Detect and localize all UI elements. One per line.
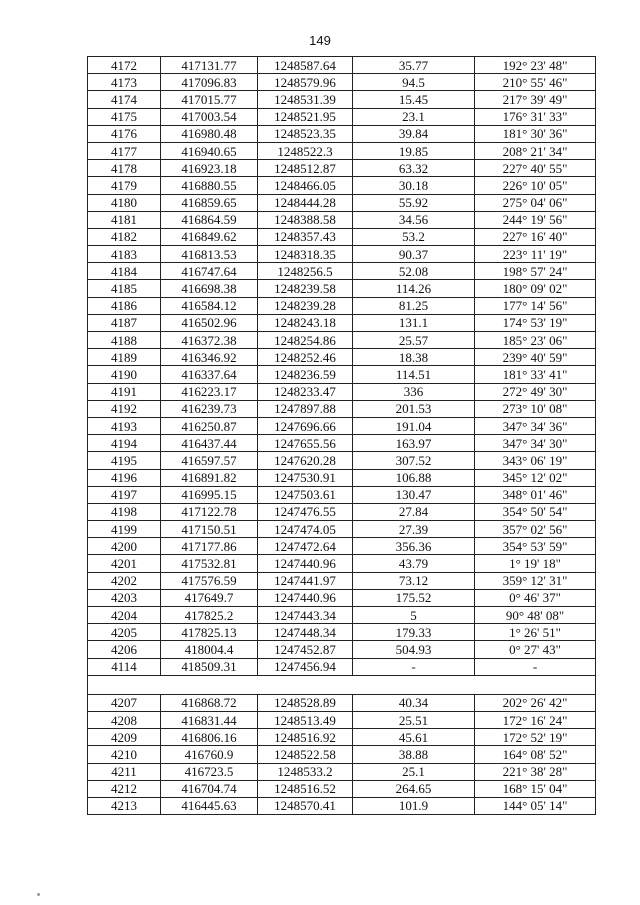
bearing-cell: 343° 06' 19" <box>475 452 596 469</box>
y-coordinate-cell: 1248233.47 <box>258 383 353 400</box>
y-coordinate-cell: 1248512.87 <box>258 160 353 177</box>
x-coordinate-cell: 416250.87 <box>161 417 258 434</box>
bearing-cell: 354° 50' 54" <box>475 503 596 520</box>
bearing-cell: 0° 27' 43" <box>475 641 596 658</box>
point-id-cell: 4185 <box>88 280 161 297</box>
bearing-cell: 164° 08' 52" <box>475 746 596 763</box>
table-row <box>88 74 596 91</box>
y-coordinate-cell: 1248516.52 <box>258 780 353 797</box>
x-coordinate-cell: 417825.2 <box>161 607 258 624</box>
bearing-cell: 210° 55' 46" <box>475 74 596 91</box>
bearing-cell: 208° 21' 34" <box>475 142 596 159</box>
point-id-cell: 4174 <box>88 91 161 108</box>
bearing-cell: 176° 31' 33" <box>475 108 596 125</box>
table-row <box>88 228 596 245</box>
bearing-cell: 226° 10' 05" <box>475 177 596 194</box>
bearing-cell: 359° 12' 31" <box>475 572 596 589</box>
bearing-cell: 1° 26' 51" <box>475 624 596 641</box>
table-row <box>88 624 596 641</box>
distance-cell: 356.36 <box>353 538 475 555</box>
y-coordinate-cell: 1247530.91 <box>258 469 353 486</box>
x-coordinate-cell: 417122.78 <box>161 503 258 520</box>
x-coordinate-cell: 417096.83 <box>161 74 258 91</box>
table-row <box>88 263 596 280</box>
point-id-cell: 4176 <box>88 125 161 142</box>
y-coordinate-cell: 1247441.97 <box>258 572 353 589</box>
point-id-cell: 4199 <box>88 521 161 538</box>
table-row <box>88 589 596 606</box>
distance-cell: 35.77 <box>353 57 475 74</box>
bearing-cell: 345° 12' 02" <box>475 469 596 486</box>
table-row <box>88 780 596 797</box>
y-coordinate-cell: 1248466.05 <box>258 177 353 194</box>
table-row <box>88 125 596 142</box>
page-number: 149 <box>309 33 331 48</box>
distance-cell: 336 <box>353 383 475 400</box>
x-coordinate-cell: 417649.7 <box>161 589 258 606</box>
y-coordinate-cell: 1248236.59 <box>258 366 353 383</box>
y-coordinate-cell: 1248516.92 <box>258 729 353 746</box>
y-coordinate-cell: 1248318.35 <box>258 246 353 263</box>
table-row <box>88 91 596 108</box>
y-coordinate-cell: 1248523.35 <box>258 125 353 142</box>
y-coordinate-cell: 1247472.64 <box>258 538 353 555</box>
bearing-cell: 192° 23' 48" <box>475 57 596 74</box>
bearing-cell: 144° 05' 14" <box>475 797 596 814</box>
x-coordinate-cell: 416337.64 <box>161 366 258 383</box>
distance-cell: 201.53 <box>353 400 475 417</box>
bearing-cell: 221° 38' 28" <box>475 763 596 780</box>
table-row <box>88 641 596 658</box>
y-coordinate-cell: 1248528.89 <box>258 694 353 711</box>
distance-cell: 27.39 <box>353 521 475 538</box>
distance-cell: 53.2 <box>353 228 475 245</box>
point-id-cell: 4197 <box>88 486 161 503</box>
y-coordinate-cell: 1248570.41 <box>258 797 353 814</box>
x-coordinate-cell: 416704.74 <box>161 780 258 797</box>
x-coordinate-cell: 416880.55 <box>161 177 258 194</box>
y-coordinate-cell: 1248533.2 <box>258 763 353 780</box>
x-coordinate-cell: 417825.13 <box>161 624 258 641</box>
x-coordinate-cell: 416864.59 <box>161 211 258 228</box>
x-coordinate-cell: 418509.31 <box>161 658 258 675</box>
table-row <box>88 503 596 520</box>
table-row <box>88 280 596 297</box>
point-id-cell: 4201 <box>88 555 161 572</box>
distance-cell: 43.79 <box>353 555 475 572</box>
bearing-cell: 168° 15' 04" <box>475 780 596 797</box>
x-coordinate-cell: 417576.59 <box>161 572 258 589</box>
x-coordinate-cell: 416723.5 <box>161 763 258 780</box>
table-row <box>88 711 596 728</box>
table-row <box>88 177 596 194</box>
distance-cell: 55.92 <box>353 194 475 211</box>
y-coordinate-cell: 1248587.64 <box>258 57 353 74</box>
coordinates-table-body <box>88 57 596 815</box>
point-id-cell: 4183 <box>88 246 161 263</box>
bearing-cell: 172° 52' 19" <box>475 729 596 746</box>
distance-cell: 19.85 <box>353 142 475 159</box>
distance-cell: 131.1 <box>353 314 475 331</box>
table-row <box>88 366 596 383</box>
y-coordinate-cell: 1247456.94 <box>258 658 353 675</box>
distance-cell: 23.1 <box>353 108 475 125</box>
distance-cell: 114.26 <box>353 280 475 297</box>
point-id-cell: 4210 <box>88 746 161 763</box>
bearing-cell: 354° 53' 59" <box>475 538 596 555</box>
table-row <box>88 400 596 417</box>
point-id-cell: 4204 <box>88 607 161 624</box>
bearing-cell: 273° 10' 08" <box>475 400 596 417</box>
point-id-cell: 4114 <box>88 658 161 675</box>
x-coordinate-cell: 416747.64 <box>161 263 258 280</box>
bearing-cell: 227° 16' 40" <box>475 228 596 245</box>
bearing-cell: 185° 23' 06" <box>475 332 596 349</box>
x-coordinate-cell: 417532.81 <box>161 555 258 572</box>
x-coordinate-cell: 416502.96 <box>161 314 258 331</box>
bearing-cell: 181° 30' 36" <box>475 125 596 142</box>
distance-cell: 25.51 <box>353 711 475 728</box>
distance-cell: 40.34 <box>353 694 475 711</box>
distance-cell: 25.57 <box>353 332 475 349</box>
table-row <box>88 417 596 434</box>
point-id-cell: 4213 <box>88 797 161 814</box>
distance-cell: 114.51 <box>353 366 475 383</box>
y-coordinate-cell: 1247655.56 <box>258 435 353 452</box>
x-coordinate-cell: 416223.17 <box>161 383 258 400</box>
distance-cell: 30.18 <box>353 177 475 194</box>
table-row <box>88 538 596 555</box>
point-id-cell: 4196 <box>88 469 161 486</box>
table-row <box>88 297 596 314</box>
point-id-cell: 4177 <box>88 142 161 159</box>
point-id-cell: 4172 <box>88 57 161 74</box>
bearing-cell: 348° 01' 46" <box>475 486 596 503</box>
x-coordinate-cell: 416698.38 <box>161 280 258 297</box>
y-coordinate-cell: 1247503.61 <box>258 486 353 503</box>
point-id-cell: 4178 <box>88 160 161 177</box>
table-row <box>88 108 596 125</box>
distance-cell: 163.97 <box>353 435 475 452</box>
y-coordinate-cell: 1248252.46 <box>258 349 353 366</box>
point-id-cell: 4187 <box>88 314 161 331</box>
table-row <box>88 332 596 349</box>
distance-cell: 130.47 <box>353 486 475 503</box>
y-coordinate-cell: 1248513.49 <box>258 711 353 728</box>
point-id-cell: 4209 <box>88 729 161 746</box>
point-id-cell: 4188 <box>88 332 161 349</box>
bearing-cell: 347° 34' 36" <box>475 417 596 434</box>
x-coordinate-cell: 416760.9 <box>161 746 258 763</box>
x-coordinate-cell: 417015.77 <box>161 91 258 108</box>
bearing-cell: 181° 33' 41" <box>475 366 596 383</box>
bearing-cell: 357° 02' 56" <box>475 521 596 538</box>
distance-cell: 101.9 <box>353 797 475 814</box>
distance-cell: 25.1 <box>353 763 475 780</box>
distance-cell: 94.5 <box>353 74 475 91</box>
table-row <box>88 572 596 589</box>
point-id-cell: 4203 <box>88 589 161 606</box>
distance-cell: 175.52 <box>353 589 475 606</box>
table-row <box>88 211 596 228</box>
point-id-cell: 4193 <box>88 417 161 434</box>
x-coordinate-cell: 416346.92 <box>161 349 258 366</box>
bearing-cell: 223° 11' 19" <box>475 246 596 263</box>
x-coordinate-cell: 416868.72 <box>161 694 258 711</box>
distance-cell: 39.84 <box>353 125 475 142</box>
bearing-cell: 198° 57' 24" <box>475 263 596 280</box>
distance-cell: 106.88 <box>353 469 475 486</box>
distance-cell: 90.37 <box>353 246 475 263</box>
table-row <box>88 383 596 400</box>
x-coordinate-cell: 417177.86 <box>161 538 258 555</box>
distance-cell: 179.33 <box>353 624 475 641</box>
point-id-cell: 4179 <box>88 177 161 194</box>
point-id-cell: 4190 <box>88 366 161 383</box>
bearing-cell: 172° 16' 24" <box>475 711 596 728</box>
x-coordinate-cell: 416831.44 <box>161 711 258 728</box>
table-row <box>88 729 596 746</box>
distance-cell: 264.65 <box>353 780 475 797</box>
y-coordinate-cell: 1247448.34 <box>258 624 353 641</box>
point-id-cell: 4198 <box>88 503 161 520</box>
y-coordinate-cell: 1248521.95 <box>258 108 353 125</box>
distance-cell: 34.56 <box>353 211 475 228</box>
distance-cell: 73.12 <box>353 572 475 589</box>
point-id-cell: 4186 <box>88 297 161 314</box>
y-coordinate-cell: 1248522.58 <box>258 746 353 763</box>
x-coordinate-cell: 416372.38 <box>161 332 258 349</box>
y-coordinate-cell: 1248256.5 <box>258 263 353 280</box>
bearing-cell: 174° 53' 19" <box>475 314 596 331</box>
table-row <box>88 469 596 486</box>
point-id-cell: 4206 <box>88 641 161 658</box>
distance-cell: - <box>353 658 475 675</box>
y-coordinate-cell: 1248444.28 <box>258 194 353 211</box>
x-coordinate-cell: 416597.57 <box>161 452 258 469</box>
y-coordinate-cell: 1248243.18 <box>258 314 353 331</box>
point-id-cell: 4202 <box>88 572 161 589</box>
distance-cell: 307.52 <box>353 452 475 469</box>
table-row <box>88 435 596 452</box>
x-coordinate-cell: 416445.63 <box>161 797 258 814</box>
distance-cell: 45.61 <box>353 729 475 746</box>
distance-cell: 15.45 <box>353 91 475 108</box>
table-row <box>88 658 596 675</box>
x-coordinate-cell: 416940.65 <box>161 142 258 159</box>
table-row <box>88 486 596 503</box>
y-coordinate-cell: 1247440.96 <box>258 589 353 606</box>
y-coordinate-cell: 1247443.34 <box>258 607 353 624</box>
x-coordinate-cell: 416891.82 <box>161 469 258 486</box>
y-coordinate-cell: 1247476.55 <box>258 503 353 520</box>
y-coordinate-cell: 1248239.28 <box>258 297 353 314</box>
bearing-cell: - <box>475 658 596 675</box>
x-coordinate-cell: 416813.53 <box>161 246 258 263</box>
separator-cell <box>88 675 596 694</box>
x-coordinate-cell: 416584.12 <box>161 297 258 314</box>
bearing-cell: 217° 39' 49" <box>475 91 596 108</box>
point-id-cell: 4195 <box>88 452 161 469</box>
y-coordinate-cell: 1247440.96 <box>258 555 353 572</box>
point-id-cell: 4175 <box>88 108 161 125</box>
table-row <box>88 746 596 763</box>
x-coordinate-cell: 417003.54 <box>161 108 258 125</box>
table-row <box>88 314 596 331</box>
x-coordinate-cell: 416923.18 <box>161 160 258 177</box>
x-coordinate-cell: 416980.48 <box>161 125 258 142</box>
y-coordinate-cell: 1247696.66 <box>258 417 353 434</box>
separator-row <box>88 675 596 694</box>
bearing-cell: 239° 40' 59" <box>475 349 596 366</box>
distance-cell: 191.04 <box>353 417 475 434</box>
x-coordinate-cell: 416806.16 <box>161 729 258 746</box>
table-row <box>88 349 596 366</box>
distance-cell: 38.88 <box>353 746 475 763</box>
point-id-cell: 4208 <box>88 711 161 728</box>
table-row <box>88 160 596 177</box>
x-coordinate-cell: 416239.73 <box>161 400 258 417</box>
bearing-cell: 347° 34' 30" <box>475 435 596 452</box>
table-row <box>88 694 596 711</box>
bearing-cell: 272° 49' 30" <box>475 383 596 400</box>
point-id-cell: 4182 <box>88 228 161 245</box>
distance-cell: 27.84 <box>353 503 475 520</box>
distance-cell: 52.08 <box>353 263 475 280</box>
bearing-cell: 275° 04' 06" <box>475 194 596 211</box>
y-coordinate-cell: 1247620.28 <box>258 452 353 469</box>
table-row <box>88 555 596 572</box>
point-id-cell: 4205 <box>88 624 161 641</box>
distance-cell: 63.32 <box>353 160 475 177</box>
table-row <box>88 57 596 74</box>
table-row <box>88 797 596 814</box>
point-id-cell: 4189 <box>88 349 161 366</box>
point-id-cell: 4184 <box>88 263 161 280</box>
bearing-cell: 180° 09' 02" <box>475 280 596 297</box>
y-coordinate-cell: 1248579.96 <box>258 74 353 91</box>
point-id-cell: 4191 <box>88 383 161 400</box>
point-id-cell: 4192 <box>88 400 161 417</box>
point-id-cell: 4173 <box>88 74 161 91</box>
table-row <box>88 142 596 159</box>
point-id-cell: 4212 <box>88 780 161 797</box>
y-coordinate-cell: 1248388.58 <box>258 211 353 228</box>
table-row <box>88 521 596 538</box>
y-coordinate-cell: 1247897.88 <box>258 400 353 417</box>
x-coordinate-cell: 416849.62 <box>161 228 258 245</box>
distance-cell: 504.93 <box>353 641 475 658</box>
x-coordinate-cell: 417131.77 <box>161 57 258 74</box>
distance-cell: 18.38 <box>353 349 475 366</box>
y-coordinate-cell: 1248239.58 <box>258 280 353 297</box>
table-row <box>88 452 596 469</box>
y-coordinate-cell: 1248254.86 <box>258 332 353 349</box>
bearing-cell: 0° 46' 37" <box>475 589 596 606</box>
bearing-cell: 244° 19' 56" <box>475 211 596 228</box>
point-id-cell: 4200 <box>88 538 161 555</box>
point-id-cell: 4211 <box>88 763 161 780</box>
bearing-cell: 1° 19' 18" <box>475 555 596 572</box>
table-row <box>88 607 596 624</box>
y-coordinate-cell: 1248357.43 <box>258 228 353 245</box>
x-coordinate-cell: 416859.65 <box>161 194 258 211</box>
y-coordinate-cell: 1247474.05 <box>258 521 353 538</box>
table-row <box>88 246 596 263</box>
distance-cell: 5 <box>353 607 475 624</box>
bearing-cell: 227° 40' 55" <box>475 160 596 177</box>
scan-speck <box>37 893 40 896</box>
x-coordinate-cell: 416437.44 <box>161 435 258 452</box>
point-id-cell: 4181 <box>88 211 161 228</box>
point-id-cell: 4180 <box>88 194 161 211</box>
table-row <box>88 194 596 211</box>
bearing-cell: 177° 14' 56" <box>475 297 596 314</box>
table-row <box>88 763 596 780</box>
point-id-cell: 4207 <box>88 694 161 711</box>
x-coordinate-cell: 418004.4 <box>161 641 258 658</box>
bearing-cell: 202° 26' 42" <box>475 694 596 711</box>
bearing-cell: 90° 48' 08" <box>475 607 596 624</box>
y-coordinate-cell: 1248522.3 <box>258 142 353 159</box>
y-coordinate-cell: 1248531.39 <box>258 91 353 108</box>
distance-cell: 81.25 <box>353 297 475 314</box>
x-coordinate-cell: 417150.51 <box>161 521 258 538</box>
x-coordinate-cell: 416995.15 <box>161 486 258 503</box>
coordinates-table <box>87 56 596 815</box>
y-coordinate-cell: 1247452.87 <box>258 641 353 658</box>
point-id-cell: 4194 <box>88 435 161 452</box>
